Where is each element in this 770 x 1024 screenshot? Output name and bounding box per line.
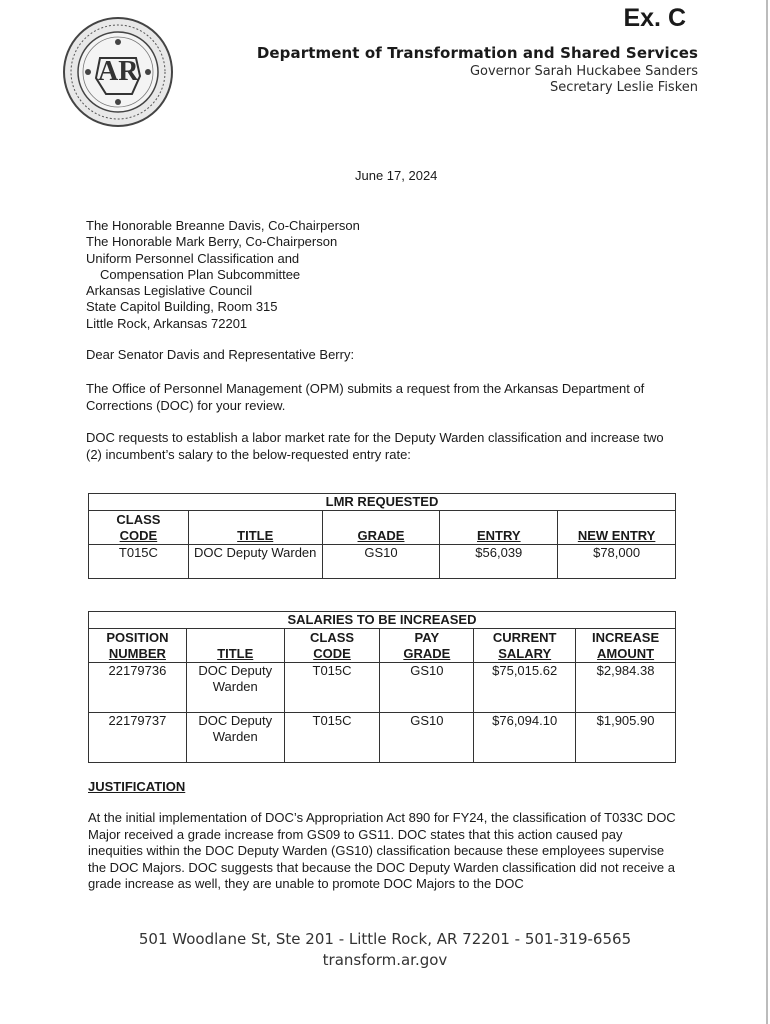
cell-current-salary: $75,015.62	[474, 663, 576, 713]
justification-heading: JUSTIFICATION	[88, 779, 186, 794]
scan-edge-divider	[766, 0, 768, 1024]
table-row	[89, 663, 676, 713]
column-header-title: TITLE	[188, 511, 322, 545]
column-header-grade: GRADE	[322, 511, 440, 545]
salaries-to-be-increased-table	[88, 611, 676, 763]
column-header-position-number: POSITION NUMBER	[89, 629, 187, 663]
salary-table-caption: SALARIES TO BE INCREASED	[89, 612, 676, 629]
lmr-table-caption: LMR REQUESTED	[89, 494, 676, 511]
cell-increase-amount: $2,984.38	[576, 663, 676, 713]
column-header-class-code: CLASS CODE	[89, 511, 189, 545]
intro-paragraph: The Office of Personnel Management (OPM) submits a request from the Arkansas Department of Corrections (DOC) for your review.	[86, 381, 645, 413]
cell-new-entry: $78,000	[558, 545, 676, 579]
cell-pay-grade: GS10	[380, 663, 474, 713]
justification-text: At the initial implementation of DOC’s Appropriation Act 890 for FY24, the classification of T033C DOC Major received a grade increase from GS09 to GS11. DOC states that this action caused pay inequities within the DOC Deputy Warden (GS10) classification because these employees supervise the DOC Majors. DOC suggests that because the DOC Deputy Warden classification did not receive a grade increase as well, they are unable to promote DOC Majors to the DOC	[88, 810, 676, 892]
address-line: State Capitol Building, Room 315	[86, 299, 278, 315]
cell-title: DOC Deputy Warden	[186, 713, 284, 763]
column-header-increase-amount: INCREASE AMOUNT	[576, 629, 676, 663]
footer-address: 501 Woodlane St, Ste 201 - Little Rock, AR 72201 - 501-319-6565	[138, 930, 632, 948]
seal-text: AR	[98, 56, 139, 87]
column-header-new-entry: NEW ENTRY	[558, 511, 676, 545]
secretary-line: Secretary Leslie Fisken	[549, 80, 698, 95]
table-row	[89, 545, 676, 579]
address-line: Compensation Plan Subcommittee	[100, 266, 301, 282]
state-seal-logo	[62, 16, 174, 128]
address-line: The Honorable Breanne Davis, Co-Chairperson	[86, 218, 360, 233]
cell-class-code: T015C	[89, 545, 189, 579]
column-header-title: TITLE	[186, 629, 284, 663]
cell-title: DOC Deputy Warden	[188, 545, 322, 579]
letter-date: June 17, 2024	[355, 168, 438, 183]
address-line: Little Rock, Arkansas 72201	[86, 315, 248, 331]
column-header-current-salary: CURRENT SALARY	[474, 629, 576, 663]
column-header-entry: ENTRY	[440, 511, 558, 545]
cell-class-code: T015C	[284, 663, 380, 713]
request-paragraph: DOC requests to establish a labor market rate for the Deputy Warden classification and increase two (2) incumbent’s salary to the below-requested entry rate:	[86, 430, 664, 462]
footer-website: transform.ar.gov	[322, 951, 448, 969]
cell-increase-amount: $1,905.90	[576, 713, 676, 763]
cell-pay-grade: GS10	[380, 713, 474, 763]
column-header-class-code: CLASS CODE	[284, 629, 380, 663]
cell-position-number: 22179736	[89, 663, 187, 713]
cell-entry: $56,039	[440, 545, 558, 579]
cell-title: DOC Deputy Warden	[186, 663, 284, 713]
table-row	[89, 713, 676, 763]
governor-line: Governor Sarah Huckabee Sanders	[469, 64, 698, 79]
recipient-address	[86, 218, 360, 332]
cell-class-code: T015C	[284, 713, 380, 763]
salutation: Dear Senator Davis and Representative Berry:	[86, 347, 355, 362]
address-line: The Honorable Mark Berry, Co-Chairperson	[86, 234, 338, 250]
department-name: Department of Transformation and Shared Services	[256, 44, 698, 62]
cell-position-number: 22179737	[89, 713, 187, 763]
cell-current-salary: $76,094.10	[474, 713, 576, 763]
address-line: Uniform Personnel Classification and	[86, 250, 300, 266]
exhibit-label: Ex. C	[623, 4, 686, 32]
address-line: Arkansas Legislative Council	[86, 283, 253, 299]
column-header-pay-grade: PAY GRADE	[380, 629, 474, 663]
lmr-requested-table	[88, 493, 676, 579]
cell-grade: GS10	[322, 545, 440, 579]
